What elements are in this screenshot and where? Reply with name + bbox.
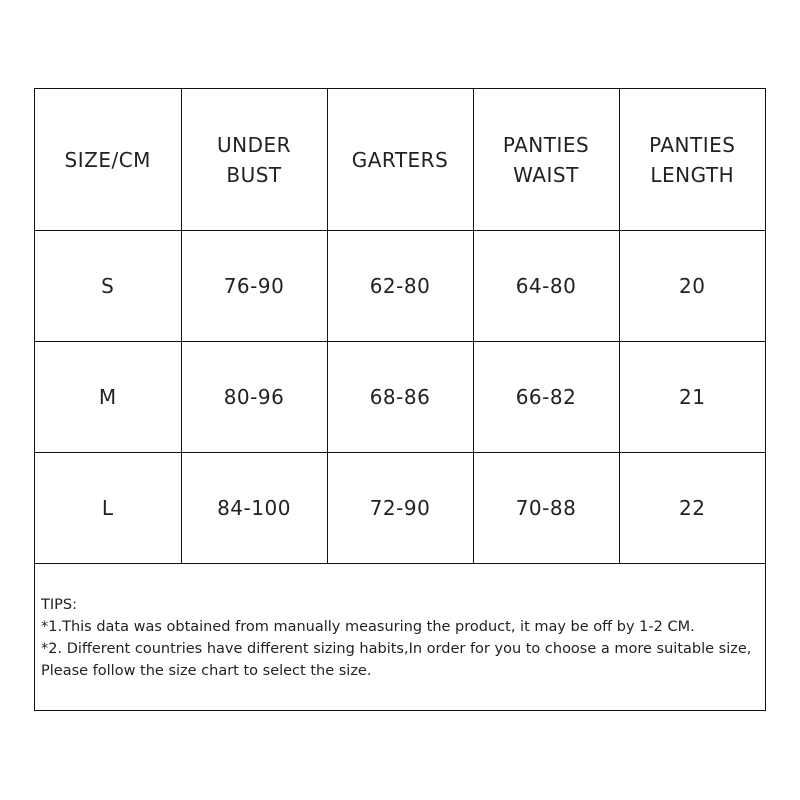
table-cell: 22 <box>619 453 765 564</box>
table-cell: 20 <box>619 231 765 342</box>
table-cell: 80-96 <box>181 342 327 453</box>
header-panties-length <box>619 89 765 231</box>
table-cell: 66-82 <box>473 342 619 453</box>
table-cell-size: L <box>35 453 181 564</box>
header-size <box>35 89 181 231</box>
table-cell: 62-80 <box>327 231 473 342</box>
table-header-row <box>35 89 765 231</box>
table-row <box>35 453 765 564</box>
size-table <box>35 89 765 564</box>
table-cell: 76-90 <box>181 231 327 342</box>
header-garters <box>327 89 473 231</box>
table-row <box>35 342 765 453</box>
table-cell: 70-88 <box>473 453 619 564</box>
header-label: GARTERS <box>351 147 449 172</box>
header-label: SIZE/CM <box>64 147 151 172</box>
tips-line: *2. Different countries have different sizing habits,In order for you to choose a more suitable size, Please follow the size chart to select the size. <box>41 641 752 679</box>
table-cell-size: M <box>35 342 181 453</box>
header-under-bust <box>181 89 327 231</box>
table-cell: 68-86 <box>327 342 473 453</box>
table-cell: 64-80 <box>473 231 619 342</box>
tips-title: TIPS: <box>41 597 77 613</box>
table-cell: 21 <box>619 342 765 453</box>
header-panties-waist <box>473 89 619 231</box>
tips-section <box>35 564 765 682</box>
header-label: LENGTH <box>650 162 735 187</box>
tips-line: *1.This data was obtained from manually measuring the product, it may be off by 1-2 CM. <box>41 619 695 635</box>
header-label: PANTIES <box>502 132 590 157</box>
table-cell-size: S <box>35 231 181 342</box>
table-cell: 84-100 <box>181 453 327 564</box>
header-label: UNDER <box>216 132 292 157</box>
header-label: BUST <box>226 162 282 187</box>
header-label: PANTIES <box>649 132 736 157</box>
table-row <box>35 231 765 342</box>
size-chart <box>34 88 766 711</box>
table-cell: 72-90 <box>327 453 473 564</box>
header-label: WAIST <box>513 162 579 187</box>
